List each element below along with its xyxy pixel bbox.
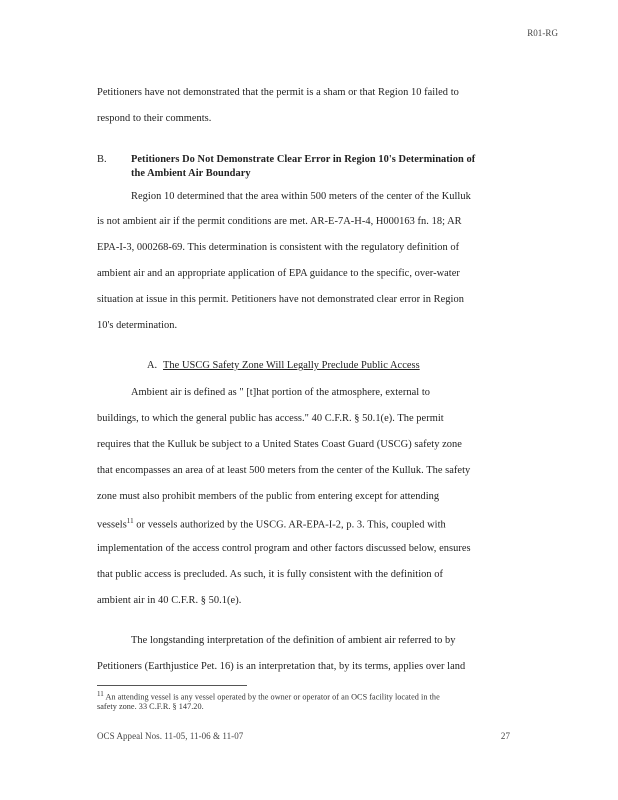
footer-case-number: OCS Appeal Nos. 11-05, 11-06 & 11-07 [97, 731, 244, 741]
body-text-line: respond to their comments. [97, 113, 212, 124]
section-heading-line: Petitioners Do Not Demonstrate Clear Error in Region 10's Determination of [131, 154, 476, 165]
body-text-line: requires that the Kulluk be subject to a United States Coast Guard (USCG) safety zone [97, 439, 462, 450]
subsection-heading: The USCG Safety Zone Will Legally Preclude Public Access [163, 360, 420, 371]
body-text-line: is not ambient air if the permit conditions are met. AR-E-7A-H-4, H000163 fn. 18; AR [97, 216, 462, 227]
section-heading-line: the Ambient Air Boundary [131, 168, 251, 179]
body-text-line: that public access is precluded. As such, it is fully consistent with the definition of [97, 569, 444, 580]
body-text-line: Ambient air is defined as " [t]hat portion of the atmosphere, external to [131, 387, 431, 398]
body-text-line: Petitioners (Earthjustice Pet. 16) is an interpretation that, by its terms, applies over land [97, 661, 466, 672]
body-text-line: that encompasses an area of at least 500 meters from the center of the Kulluk. The safety [97, 465, 471, 476]
footnote-text: An attending vessel is any vessel operated by the owner or operator of an OCS facility located in the [103, 692, 440, 702]
body-text-segment: or vessels authorized by the USCG. AR-EPA-I-2, p. 3. This, coupled with [133, 519, 446, 531]
body-text-line: ambient air in 40 C.F.R. § 50.1(e). [97, 595, 242, 606]
body-text-line: buildings, to which the general public has access." 40 C.F.R. § 50.1(e). The permit [97, 413, 444, 424]
body-text-line: situation at issue in this permit. Petitioners have not demonstrated clear error in Region [97, 294, 464, 305]
body-text-line: Petitioners have not demonstrated that the permit is a sham or that Region 10 failed to [97, 87, 459, 98]
body-text-line: zone must also prohibit members of the public from entering except for attending [97, 491, 440, 502]
body-text-line: EPA-I-3, 000268-69. This determination is consistent with the regulatory definition of [97, 242, 460, 253]
page-identifier: R01-RG [527, 28, 558, 38]
body-text-line: Region 10 determined that the area within 500 meters of the center of the Kulluk [131, 191, 471, 202]
body-text-line-with-footnote [97, 517, 446, 530]
body-text-line: 10's determination. [97, 320, 178, 331]
page-number: 27 [500, 731, 510, 741]
body-text-segment: vessels [97, 519, 127, 531]
subsection-letter: A. [147, 360, 158, 371]
footnote-reference: 11 [126, 517, 134, 525]
footnote-marker: 11 [97, 690, 104, 698]
section-number: B. [97, 154, 107, 165]
footnote-line: safety zone. 33 C.F.R. § 147.20. [97, 702, 204, 711]
footnote-divider [97, 685, 247, 686]
footnote-line [97, 690, 440, 702]
body-text-line: implementation of the access control program and other factors discussed below, ensures [97, 543, 471, 554]
body-text-line: The longstanding interpretation of the definition of ambient air referred to by [131, 635, 456, 646]
body-text-line: ambient air and an appropriate application of EPA guidance to the specific, over-water [97, 268, 460, 279]
